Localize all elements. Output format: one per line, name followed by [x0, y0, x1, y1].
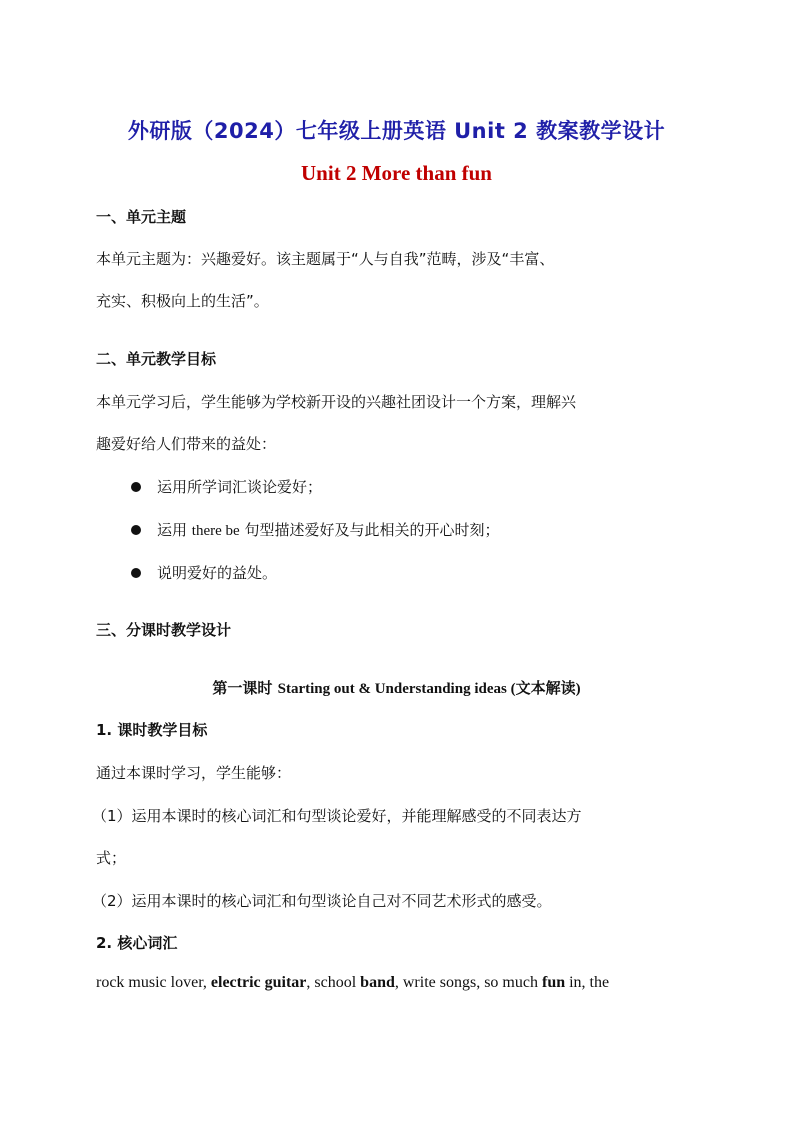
lesson-title-cn: 第一课时 [212, 679, 278, 697]
unit-theme-paragraph-line2: 充实、积极向上的生活”。 [96, 292, 269, 310]
document-subtitle: Unit 2 More than fun [301, 161, 492, 185]
vocab-keyword: fun [541, 974, 566, 991]
bullet-dot-icon [131, 482, 141, 492]
lesson-title-cn2: 文本解读 [515, 679, 576, 697]
bullet-text: 运用 [157, 521, 192, 539]
vocab-keyword: electric guitar [210, 974, 307, 991]
unit-objectives-paragraph-line2: 趣爱好给人们带来的益处： [96, 435, 277, 453]
bullet-text-english: there be [191, 523, 240, 539]
lesson-objective-2: （2）运用本课时的核心词汇和句型谈论自己对不同艺术形式的感受。 [92, 892, 552, 910]
lesson-title-end: ) [575, 681, 581, 697]
objective-bullet-item [131, 562, 277, 583]
bullet-dot-icon [131, 525, 141, 535]
lesson-objectives-intro: 通过本课时学习，学生能够： [96, 764, 292, 782]
objective-bullet-item [131, 519, 499, 540]
bullet-text: 句型描述爱好及与此相关的开心时刻； [239, 521, 500, 539]
unit-theme-paragraph-line1: 本单元主题为：兴趣爱好。该主题属于“人与自我”范畴，涉及“丰富、 [96, 250, 555, 268]
bullet-text: 说明爱好的益处。 [157, 564, 278, 582]
vocab-keyword: band [360, 974, 395, 991]
bullet-text: 运用所学词汇谈论爱好； [157, 478, 323, 496]
vocab-text: rock music lover, [96, 974, 211, 991]
lesson-objective-1-line2: 式； [96, 849, 127, 867]
unit-objectives-paragraph-line1: 本单元学习后，学生能够为学校新开设的兴趣社团设计一个方案，理解兴 [96, 393, 577, 411]
subheading-core-vocabulary: 2. 核心词汇 [96, 934, 178, 952]
core-vocabulary-line [96, 974, 609, 992]
section-heading-lesson-design: 三、分课时教学设计 [96, 621, 232, 639]
lesson-title-en: Starting out & Understanding ideas ( [277, 681, 516, 697]
lesson-title [0, 677, 793, 698]
subheading-lesson-objectives: 1. 课时教学目标 [96, 721, 208, 739]
lesson-objective-1-line1: （1）运用本课时的核心词汇和句型谈论爱好，并能理解感受的不同表达方 [92, 807, 582, 825]
vocab-text: , write songs, so much [394, 974, 542, 991]
document-title: 外研版（2024）七年级上册英语 Unit 2 教案教学设计 [127, 119, 666, 143]
vocab-text: in, the [565, 974, 610, 991]
section-heading-unit-objectives: 二、单元教学目标 [96, 350, 217, 368]
section-heading-unit-theme: 一、单元主题 [96, 208, 187, 226]
vocab-text: , school [306, 974, 361, 991]
objective-bullet-item [131, 476, 322, 497]
bullet-dot-icon [131, 568, 141, 578]
